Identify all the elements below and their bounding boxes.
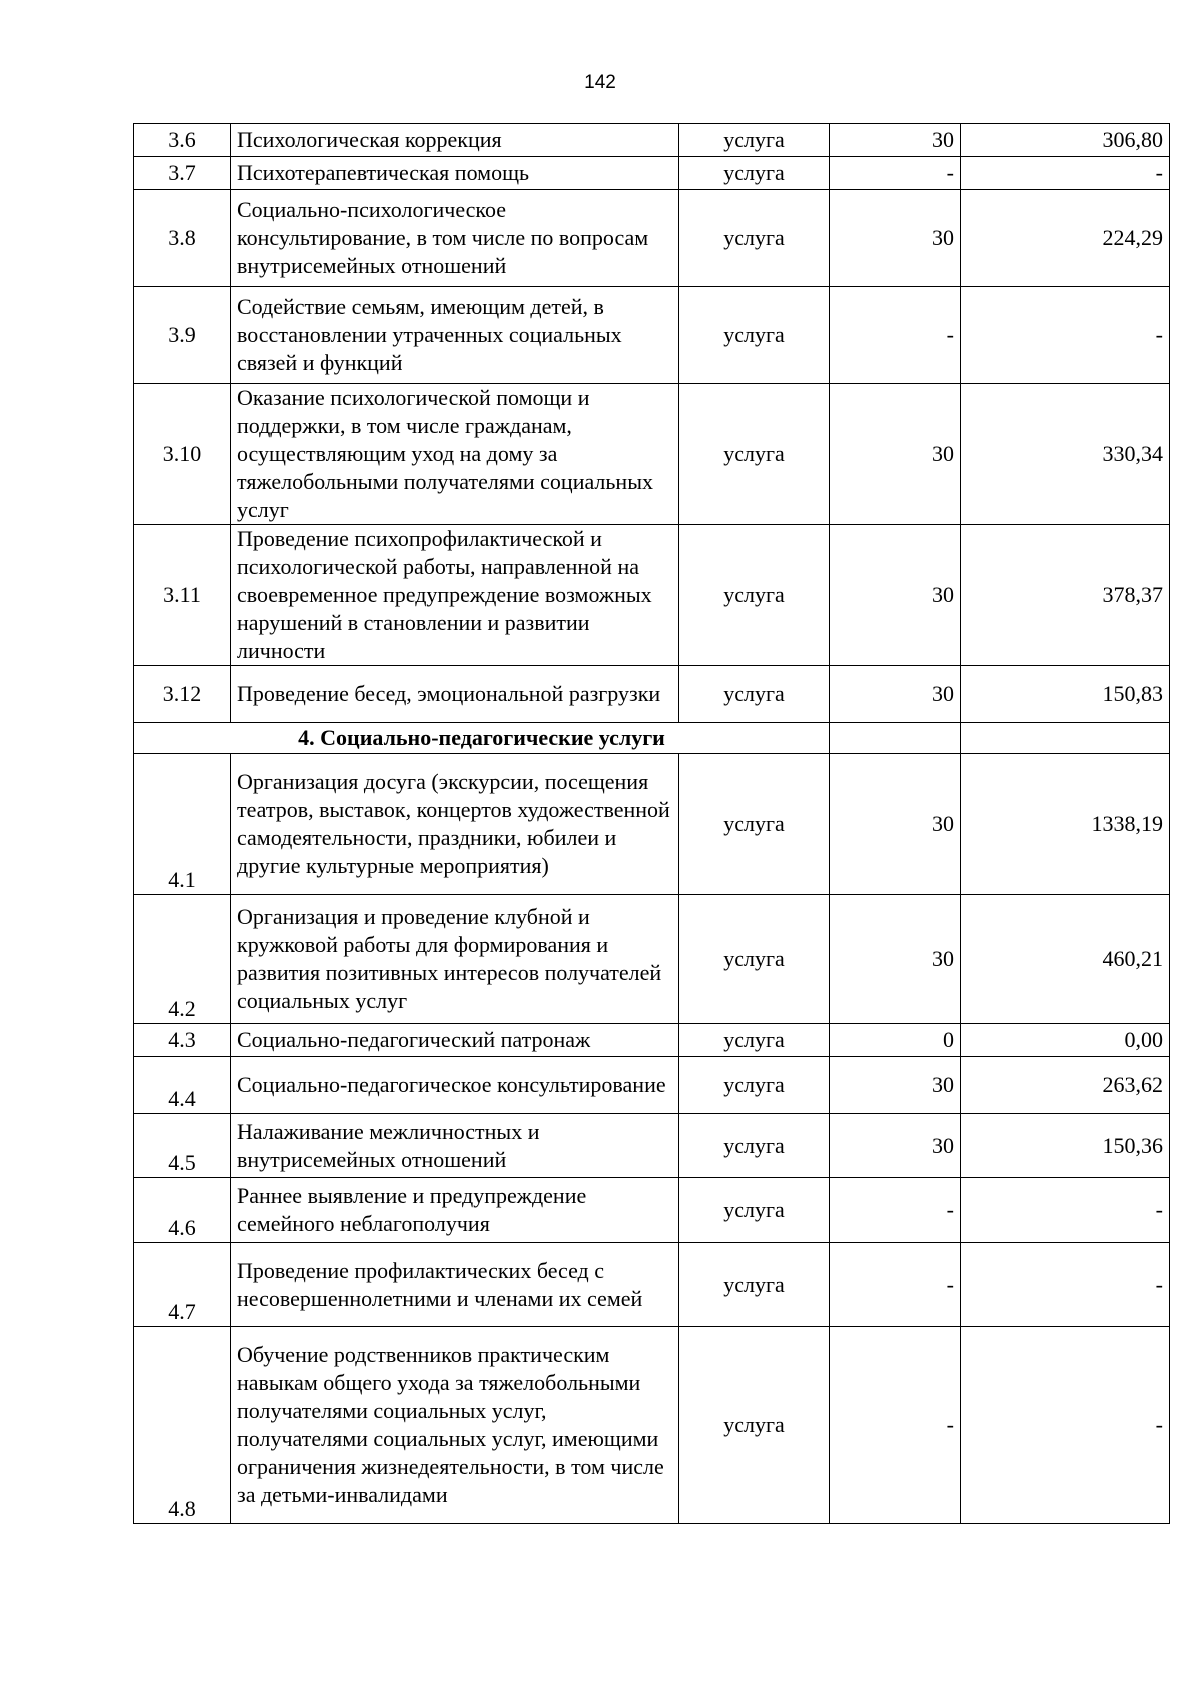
- price-cell: 0,00: [961, 1024, 1170, 1057]
- service-number-cell: 3.12: [134, 666, 231, 723]
- unit-cell: услуга: [679, 1024, 830, 1057]
- quantity-cell: -: [830, 1327, 961, 1524]
- service-name-cell: Психотерапевтическая помощь: [231, 157, 679, 190]
- section-header-row: [134, 723, 1170, 754]
- table-row: [134, 1178, 1170, 1243]
- table-row: [134, 754, 1170, 895]
- unit-cell: услуга: [679, 157, 830, 190]
- price-cell: -: [961, 157, 1170, 190]
- page-number: 142: [584, 72, 616, 93]
- unit-cell: услуга: [679, 384, 830, 525]
- table-row: [134, 525, 1170, 666]
- price-cell: 330,34: [961, 384, 1170, 525]
- services-table-body: [134, 124, 1170, 1524]
- price-cell: 460,21: [961, 895, 1170, 1024]
- quantity-cell: -: [830, 1178, 961, 1243]
- table-row: [134, 1327, 1170, 1524]
- table-row: [134, 287, 1170, 384]
- price-cell: 1338,19: [961, 754, 1170, 895]
- quantity-cell: 30: [830, 895, 961, 1024]
- table-row: [134, 190, 1170, 287]
- unit-cell: услуга: [679, 895, 830, 1024]
- service-number-cell: 4.8: [134, 1327, 231, 1524]
- quantity-cell: 30: [830, 384, 961, 525]
- price-cell: -: [961, 1327, 1170, 1524]
- table-row: [134, 384, 1170, 525]
- service-number-cell: 3.7: [134, 157, 231, 190]
- unit-cell: услуга: [679, 754, 830, 895]
- unit-cell: услуга: [679, 124, 830, 157]
- quantity-cell: -: [830, 287, 961, 384]
- quantity-cell: 30: [830, 525, 961, 666]
- price-cell: -: [961, 1178, 1170, 1243]
- service-number-cell: 3.10: [134, 384, 231, 525]
- service-number-cell: 3.11: [134, 525, 231, 666]
- service-name-cell: Социально-психологическое консультирование, в том числе по вопросам внутрисемейных отношений: [231, 190, 679, 287]
- service-number-cell: 4.3: [134, 1024, 231, 1057]
- service-name-cell: Психологическая коррекция: [231, 124, 679, 157]
- unit-cell: услуга: [679, 190, 830, 287]
- quantity-cell: 30: [830, 754, 961, 895]
- service-number-cell: 3.6: [134, 124, 231, 157]
- service-name-cell: Организация и проведение клубной и кружковой работы для формирования и развития позитивных интересов получателей социальных услуг: [231, 895, 679, 1024]
- price-cell: 150,83: [961, 666, 1170, 723]
- service-name-cell: Содействие семьям, имеющим детей, в восстановлении утраченных социальных связей и функций: [231, 287, 679, 384]
- price-cell-empty: [961, 723, 1170, 754]
- service-name-cell: Проведение профилактических бесед с несовершеннолетними и членами их семей: [231, 1243, 679, 1327]
- qty-cell-empty: [830, 723, 961, 754]
- service-name-cell: Обучение родственников практическим навыкам общего ухода за тяжелобольными получателями социальных услуг, получателями социальных услуг, имеющими ограничения жизнедеятельности, в том числе за детьми-инвалидами: [231, 1327, 679, 1524]
- quantity-cell: 0: [830, 1024, 961, 1057]
- table-row: [134, 1057, 1170, 1114]
- unit-cell: услуга: [679, 666, 830, 723]
- service-number-cell: 4.5: [134, 1114, 231, 1178]
- table-row: [134, 666, 1170, 723]
- service-number-cell: 4.4: [134, 1057, 231, 1114]
- unit-cell: услуга: [679, 1114, 830, 1178]
- price-cell: 224,29: [961, 190, 1170, 287]
- unit-cell: услуга: [679, 1057, 830, 1114]
- price-cell: -: [961, 1243, 1170, 1327]
- quantity-cell: -: [830, 157, 961, 190]
- services-table: [133, 123, 1170, 1524]
- quantity-cell: 30: [830, 124, 961, 157]
- table-row: [134, 124, 1170, 157]
- unit-cell: услуга: [679, 525, 830, 666]
- service-number-cell: 4.1: [134, 754, 231, 895]
- section-title: 4. Социально-педагогические услуги: [134, 723, 830, 754]
- quantity-cell: 30: [830, 1057, 961, 1114]
- price-cell: 150,36: [961, 1114, 1170, 1178]
- unit-cell: услуга: [679, 1178, 830, 1243]
- service-name-cell: Социально-педагогическое консультирование: [231, 1057, 679, 1114]
- service-name-cell: Налаживание межличностных и внутрисемейных отношений: [231, 1114, 679, 1178]
- service-name-cell: Организация досуга (экскурсии, посещения театров, выставок, концертов художественной самодеятельности, праздники, юбилеи и другие культурные мероприятия): [231, 754, 679, 895]
- quantity-cell: 30: [830, 666, 961, 723]
- table-row: [134, 1243, 1170, 1327]
- service-number-cell: 3.8: [134, 190, 231, 287]
- price-cell: 306,80: [961, 124, 1170, 157]
- price-cell: 263,62: [961, 1057, 1170, 1114]
- service-name-cell: Проведение бесед, эмоциональной разгрузки: [231, 666, 679, 723]
- service-number-cell: 3.9: [134, 287, 231, 384]
- unit-cell: услуга: [679, 1327, 830, 1524]
- table-row: [134, 895, 1170, 1024]
- table-row: [134, 157, 1170, 190]
- quantity-cell: -: [830, 1243, 961, 1327]
- service-name-cell: Социально-педагогический патронаж: [231, 1024, 679, 1057]
- unit-cell: услуга: [679, 1243, 830, 1327]
- service-name-cell: Раннее выявление и предупреждение семейного неблагополучия: [231, 1178, 679, 1243]
- price-cell: 378,37: [961, 525, 1170, 666]
- service-number-cell: 4.7: [134, 1243, 231, 1327]
- table-row: [134, 1114, 1170, 1178]
- price-cell: -: [961, 287, 1170, 384]
- service-name-cell: Оказание психологической помощи и поддержки, в том числе гражданам, осуществляющим уход на дому за тяжелобольными получателями социальных услуг: [231, 384, 679, 525]
- service-number-cell: 4.6: [134, 1178, 231, 1243]
- service-name-cell: Проведение психопрофилактической и психологической работы, направленной на своевременное предупреждение возможных нарушений в становлении и развитии личности: [231, 525, 679, 666]
- quantity-cell: 30: [830, 1114, 961, 1178]
- quantity-cell: 30: [830, 190, 961, 287]
- unit-cell: услуга: [679, 287, 830, 384]
- table-row: [134, 1024, 1170, 1057]
- service-number-cell: 4.2: [134, 895, 231, 1024]
